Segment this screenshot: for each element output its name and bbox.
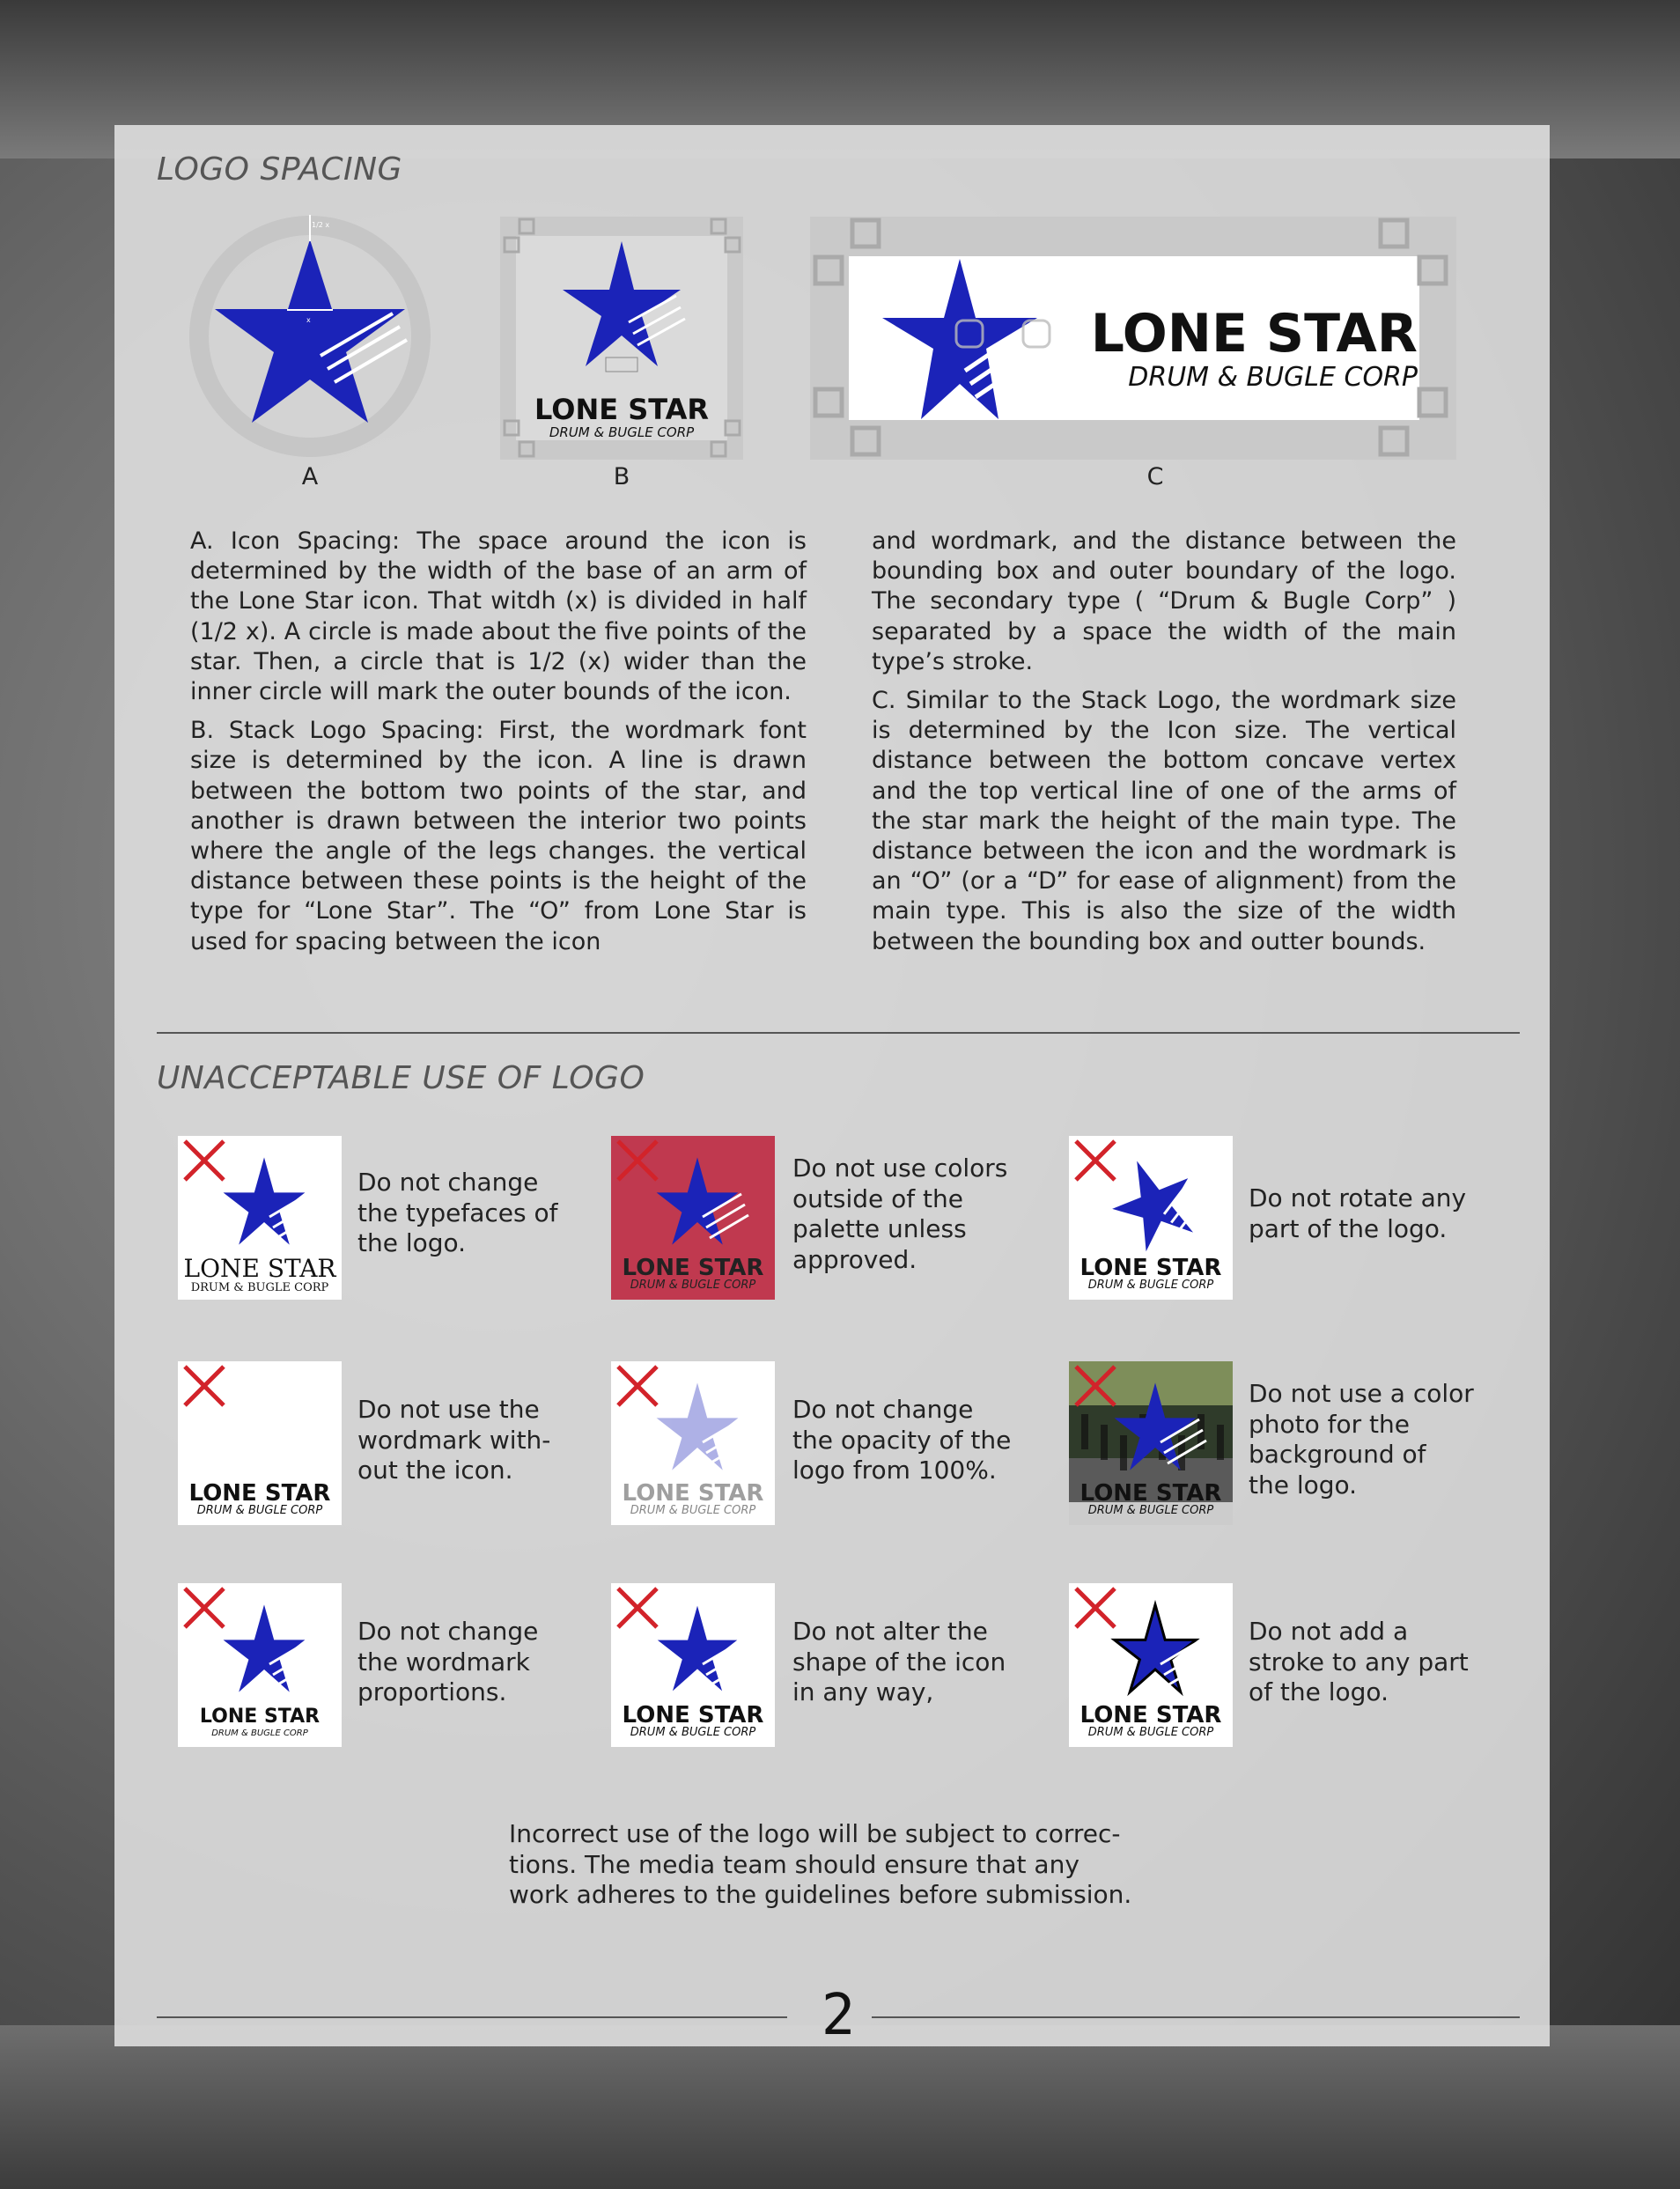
misuse-example-8 [611, 1583, 775, 1747]
wordmark-text: LONE STAR [622, 1702, 764, 1728]
misuse-example-9 [1069, 1583, 1233, 1747]
star-icon [215, 240, 405, 423]
wordmark-subtext: DRUM & BUGLE CORP [196, 1504, 323, 1517]
background-photo-bottom [0, 2025, 1680, 2189]
caption-line: Do not rotate any [1249, 1183, 1467, 1212]
caption-line: in any way, [792, 1677, 934, 1706]
figure-c-label: C [1146, 463, 1164, 490]
caption-line: logo from 100%. [792, 1456, 997, 1485]
footer-line: tions. The media team should ensure that any [509, 1849, 1079, 1879]
wordmark-subtext: DRUM & BUGLE CORP [630, 1279, 756, 1292]
misuse-example-2 [611, 1136, 775, 1300]
section-heading-unacceptable-use: UNACCEPTABLE USE OF LOGO [157, 1060, 645, 1096]
misuse-example-3 [1069, 1136, 1233, 1300]
paragraph-a: A. Icon Spacing: The space around the icon is determined by the width of the base of an arm of the Lone Star icon. That witdh (x) is divided in half (1/2 x). A circle is made about the five points of the star. Then, a circle that is 1/2 (x) wider than the inner circle will mark the outer bounds of the icon. [190, 527, 807, 706]
caption-line: proportions. [357, 1677, 507, 1706]
wordmark-text: LONE STAR [1079, 1702, 1222, 1728]
x-mark: x [306, 316, 311, 324]
misuse-caption-9 [1249, 1617, 1495, 1708]
wordmark-subtext: DRUM & BUGLE CORP [1128, 362, 1418, 393]
caption-line: of the logo. [1249, 1677, 1389, 1706]
wordmark-subtext: DRUM & BUGLE CORP [630, 1504, 756, 1517]
section-heading-logo-spacing: LOGO SPACING [157, 151, 402, 188]
caption-line: out the icon. [357, 1456, 513, 1485]
wordmark-subtext: DRUM & BUGLE CORP [211, 1728, 308, 1738]
spacing-text-left-column [190, 527, 807, 966]
caption-line: the typefaces of [357, 1198, 558, 1227]
footer-line: work adheres to the guidelines before submission. [509, 1880, 1132, 1909]
misuse-caption-1 [357, 1168, 604, 1259]
caption-line: Do not change [357, 1617, 539, 1646]
figure-b-label: B [613, 463, 630, 490]
wordmark-subtext: DRUM & BUGLE CORP [549, 424, 695, 440]
misuse-example-5 [611, 1361, 775, 1525]
caption-line: Do not add a [1249, 1617, 1409, 1646]
footer-rule-left [157, 2016, 787, 2018]
misuse-caption-4 [357, 1395, 604, 1486]
wordmark-text: LONE STAR [199, 1706, 321, 1728]
misuse-example-6 [1069, 1361, 1233, 1525]
spacing-text-right-column [872, 527, 1456, 966]
figure-a-label: A [301, 463, 319, 490]
footer-note [509, 1819, 1178, 1911]
paragraph-b: B. Stack Logo Spacing: First, the wordmark font size is determined by the icon. A line is drawn between the bottom two points of the star, and another is drawn between the interior two points where the angle of the legs changes. the vertical distance between these points is the height of the type for “Lone Star”. The “O” from Lone Star is used for spacing between the icon [190, 717, 807, 955]
wordmark-subtext: DRUM & BUGLE CORP [190, 1281, 329, 1294]
caption-line: Do not change [792, 1395, 974, 1424]
caption-line: Do not use a color [1249, 1379, 1474, 1408]
caption-line: background of [1249, 1440, 1426, 1469]
misuse-example-1 [178, 1136, 342, 1300]
wordmark-text: LONE STAR [534, 393, 710, 426]
misuse-caption-3 [1249, 1183, 1495, 1244]
caption-line: approved. [792, 1244, 917, 1274]
wordmark-text: LONE STAR [622, 1480, 764, 1507]
caption-line: Do not use the [357, 1395, 540, 1424]
wordmark-text: LONE STAR [183, 1254, 336, 1283]
wordmark-text: LONE STAR [1079, 1255, 1222, 1281]
misuse-caption-2 [792, 1153, 1039, 1275]
misuse-example-4 [178, 1361, 342, 1525]
section-divider [157, 1032, 1520, 1034]
caption-line: palette unless [792, 1214, 967, 1243]
caption-line: the wordmark [357, 1647, 530, 1677]
misuse-caption-7 [357, 1617, 604, 1708]
wordmark-text: LONE STAR [622, 1255, 764, 1281]
half-x-mark: 1/2 x [312, 221, 330, 229]
figure-c-horizontal-spacing [810, 217, 1456, 460]
wordmark-subtext: DRUM & BUGLE CORP [1087, 1504, 1214, 1517]
wordmark-subtext: DRUM & BUGLE CORP [630, 1726, 756, 1739]
caption-line: wordmark with- [357, 1425, 551, 1455]
misuse-caption-5 [792, 1395, 1039, 1486]
wordmark-text: LONE STAR [188, 1480, 331, 1507]
figure-b-stack-spacing [500, 217, 743, 460]
wordmark-subtext: DRUM & BUGLE CORP [1087, 1279, 1214, 1292]
wordmark-text: LONE STAR [1079, 1480, 1222, 1507]
wordmark-text: LONE STAR [1090, 303, 1418, 365]
wordmark-subtext: DRUM & BUGLE CORP [1087, 1726, 1214, 1739]
paragraph-c: C. Similar to the Stack Logo, the wordmark size is determined by the Icon size. The vertical distance between the bottom concave vertex and the top vertical line of one of the arms of the star mark the height of the main type. The distance between the icon and the wordmark is an “O” (or a “D” for ease of alignment) from the main type. This is also the size of the width between the bounding box and outter bounds. [872, 687, 1456, 955]
caption-line: stroke to any part [1249, 1647, 1469, 1677]
misuse-caption-6 [1249, 1379, 1495, 1500]
caption-line: outside of the [792, 1183, 963, 1213]
caption-line: photo for the [1249, 1409, 1411, 1439]
paragraph-b-continued: and wordmark, and the distance between the bounding box and outer boundary of the logo. The secondary type ( “Drum & Bugle Corp” ) separated by a space the width of the main type’s stroke. [872, 527, 1456, 675]
caption-line: the opacity of the [792, 1425, 1012, 1455]
misuse-caption-8 [792, 1617, 1039, 1708]
caption-line: Do not alter the [792, 1617, 988, 1646]
page-number: 2 [821, 1983, 856, 2048]
footer-line: Incorrect use of the logo will be subject to correc- [509, 1819, 1121, 1848]
caption-line: Do not use colors [792, 1153, 1008, 1183]
caption-line: the logo. [1249, 1470, 1358, 1500]
figure-a-icon-spacing [188, 215, 431, 458]
caption-line: the logo. [357, 1228, 467, 1257]
caption-line: shape of the icon [792, 1647, 1006, 1677]
caption-line: part of the logo. [1249, 1213, 1448, 1243]
footer-rule-right [872, 2016, 1520, 2018]
misuse-example-7 [178, 1583, 342, 1747]
caption-line: Do not change [357, 1168, 539, 1197]
